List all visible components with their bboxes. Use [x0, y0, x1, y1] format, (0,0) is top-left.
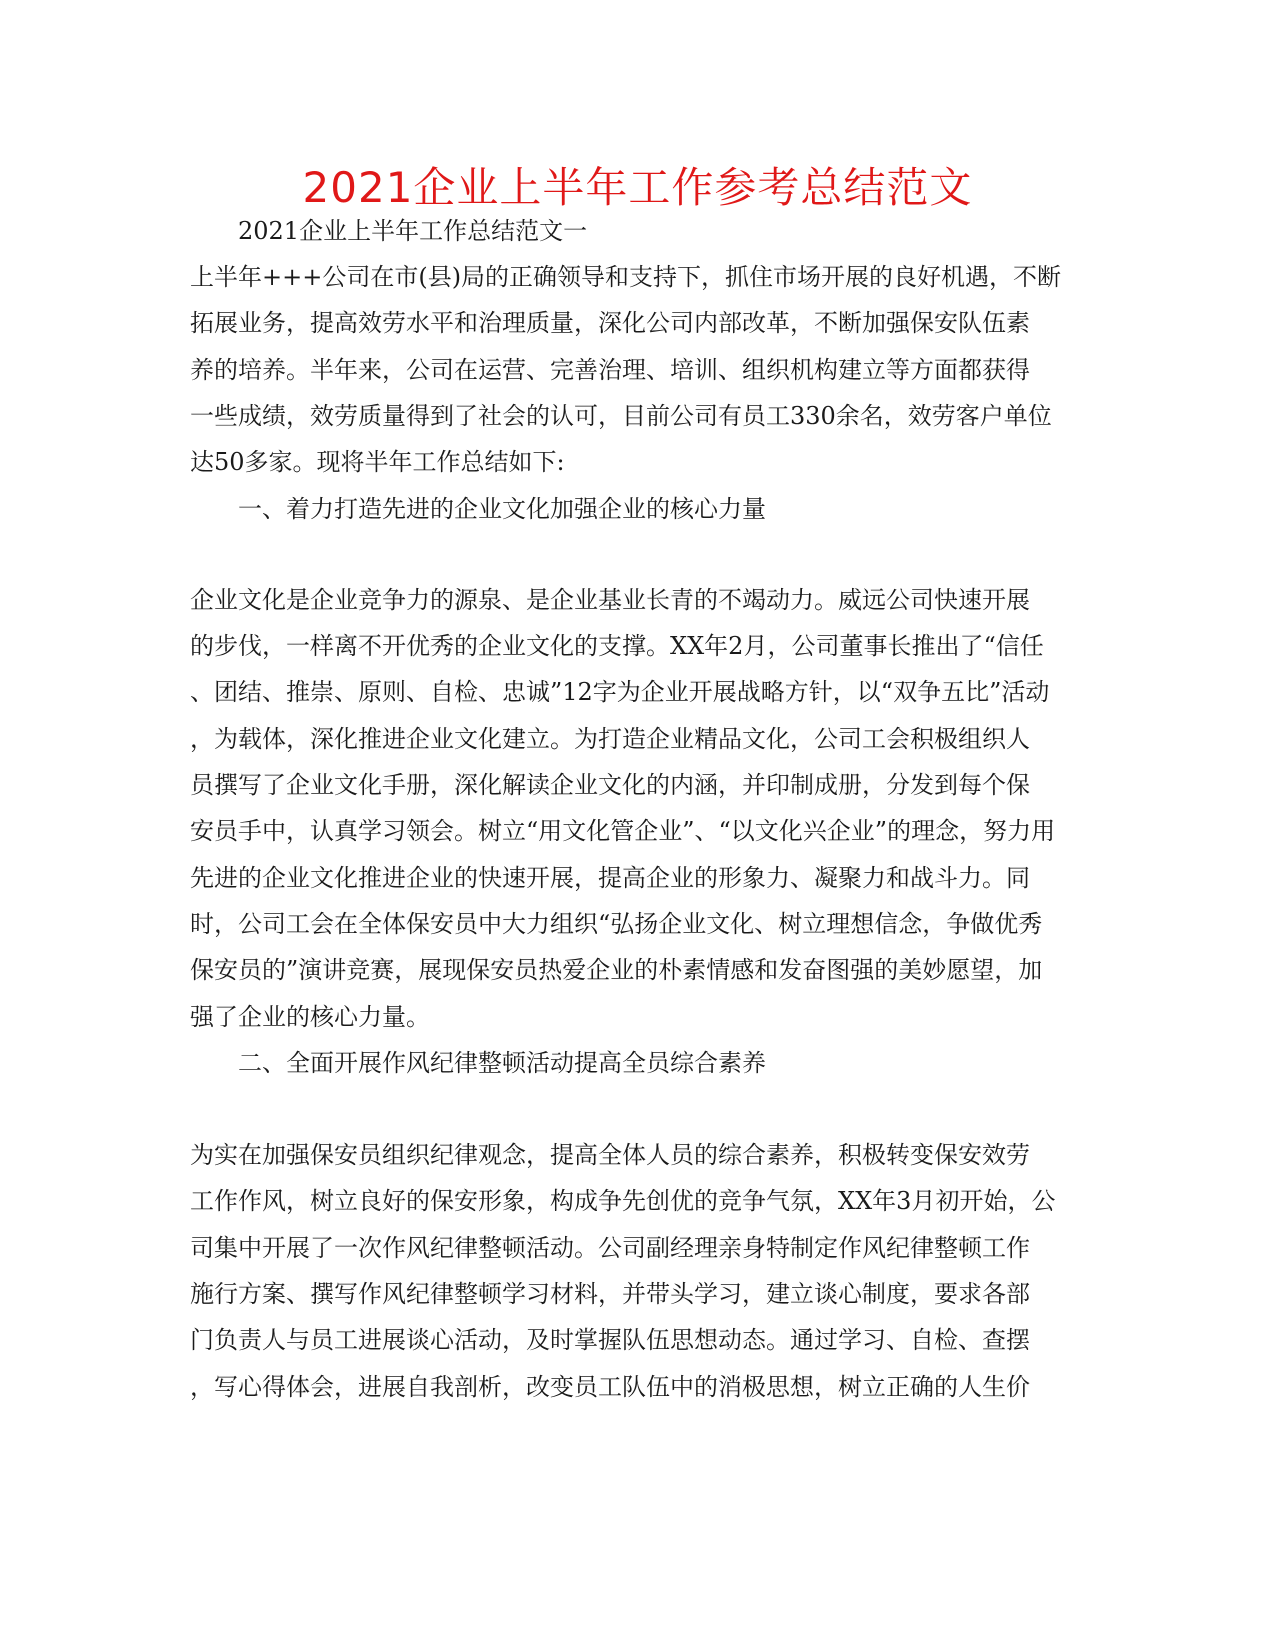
body-line: 保安员的”演讲竞赛，展现保安员热爱企业的朴素情感和发奋图强的美妙愿望，加	[190, 956, 1043, 984]
intro-line: 一些成绩，效劳质量得到了社会的认可，目前公司有员工330余名，效劳客户单位	[190, 402, 1052, 430]
intro-line: 拓展业务，提高效劳水平和治理质量，深化公司内部改革，不断加强保安队伍素	[190, 309, 1030, 337]
intro-line: 养的培养。半年来，公司在运营、完善治理、培训、组织机构建立等方面都获得	[190, 356, 1030, 384]
body-line: 司集中开展了一次作风纪律整顿活动。公司副经理亲身特制定作风纪律整顿工作	[190, 1234, 1030, 1262]
body-line: 施行方案、撰写作风纪律整顿学习材料，并带头学习，建立谈心制度，要求各部	[190, 1280, 1030, 1308]
body-line: 员撰写了企业文化手册，深化解读企业文化的内涵，并印制成册，分发到每个保	[190, 771, 1030, 799]
body-line: 门负责人与员工进展谈心活动，及时掌握队伍思想动态。通过学习、自检、查摆	[190, 1326, 1030, 1354]
intro-line: 上半年+++公司在市(县)局的正确领导和支持下，抓住市场开展的良好机遇，不断	[190, 263, 1062, 291]
document-subtitle: 2021企业上半年工作总结范文一	[238, 217, 588, 245]
body-line: 先进的企业文化推进企业的快速开展，提高企业的形象力、凝聚力和战斗力。同	[190, 864, 1030, 892]
document-title: 2021企业上半年工作参考总结范文	[302, 163, 973, 212]
section-heading: 一、着力打造先进的企业文化加强企业的核心力量	[238, 495, 766, 523]
body-line: ，为载体，深化推进企业文化建立。为打造企业精品文化，公司工会积极组织人	[190, 725, 1030, 753]
body-line: 的步伐，一样离不开优秀的企业文化的支撑。XX年2月，公司董事长推出了“信任	[190, 632, 1044, 660]
body-line: 安员手中，认真学习领会。树立“用文化管企业”、“以文化兴企业”的理念，努力用	[190, 817, 1056, 845]
body-line: 强了企业的核心力量。	[190, 1003, 430, 1031]
body-line: 、团结、推崇、原则、自检、忠诚”12字为企业开展战略方针，以“双争五比”活动	[190, 678, 1050, 706]
section-heading: 二、全面开展作风纪律整顿活动提高全员综合素养	[238, 1049, 766, 1077]
body-line: 工作作风，树立良好的保安形象，构成争先创优的竞争气氛，XX年3月初开始，公	[190, 1187, 1056, 1215]
body-line: 为实在加强保安员组织纪律观念，提高全体人员的综合素养，积极转变保安效劳	[190, 1141, 1030, 1169]
body-line: ，写心得体会，进展自我剖析，改变员工队伍中的消极思想，树立正确的人生价	[190, 1373, 1030, 1401]
body-line: 企业文化是企业竞争力的源泉、是企业基业长青的不竭动力。威远公司快速开展	[190, 586, 1030, 614]
body-line: 时，公司工会在全体保安员中大力组织“弘扬企业文化、树立理想信念，争做优秀	[190, 910, 1043, 938]
intro-line: 达50多家。现将半年工作总结如下:	[190, 448, 565, 476]
